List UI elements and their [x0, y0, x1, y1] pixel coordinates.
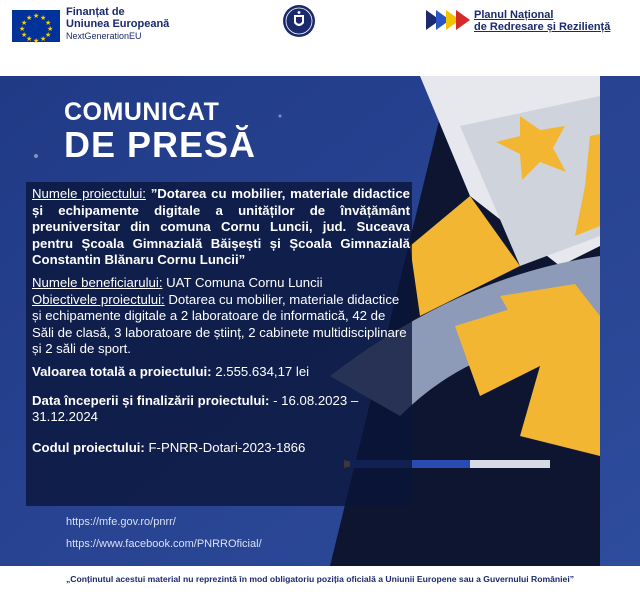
beneficiary-label: Numele beneficiarului: — [32, 274, 163, 290]
eu-flag-icon: ★ ★ ★ ★ ★ ★ ★ ★ ★ ★ ★ ★ — [12, 10, 60, 42]
mfe-link[interactable]: https://mfe.gov.ro/pnrr/ — [66, 516, 176, 528]
romanian-government-seal-icon — [282, 4, 316, 38]
progress-bar-grey — [470, 460, 550, 468]
code-label: Codul proiectului: — [32, 439, 145, 455]
footer — [0, 566, 640, 594]
pnrr-line-1: Planul Național — [474, 9, 554, 21]
eu-funding-text — [66, 6, 169, 42]
facebook-link[interactable]: https://www.facebook.com/PNRROficial/ — [66, 538, 262, 550]
project-name-value: ”Dotarea cu mobilier, materiale didactice și echipamente digitale a unităților de învățământ preuniversitar din comuna Cornu Luncii, jud. Suceava pentru Școala Gimnazială Băișești și Școala Gimnazială Constantin Blănaru Cornu Luncii” — [32, 186, 410, 268]
code-row — [32, 440, 410, 457]
disclaimer-text: „Conținutul acestui material nu reprezintă în mod obligatoriu poziția oficială a Uniunii Europene sau a Guvernului României” — [65, 574, 575, 584]
dates-value: - 16.08.2023 – 31.12.2024 — [32, 392, 359, 425]
project-name-label: Numele proiectului: — [32, 186, 146, 201]
eu-line-2: Uniunea Europeană — [66, 18, 170, 30]
objectives-value: Dotarea cu mobilier, materiale didactice și echipamente digitale a 2 laboratoare de informatică, 42 de Săli de clasă, 3 laboratoare de științ, 2 cabinete multidisciplinare și 2 săli de sport. — [32, 291, 407, 357]
eu-line-1: Finanțat de — [66, 6, 125, 18]
objectives-row — [32, 292, 410, 358]
dates-label: Data începerii și finalizării proiectului: — [32, 392, 270, 408]
page-title — [64, 100, 256, 163]
total-value-label: Valoarea totală a proiectului: — [32, 363, 212, 379]
pnrr-line-2: de Redresare și Reziliență — [474, 21, 611, 33]
beneficiary-row — [32, 275, 410, 292]
objectives-label: Obiectivele proiectului: — [32, 291, 165, 307]
pnrr-title — [474, 9, 610, 33]
eu-line-3: NextGenerationEU — [66, 31, 142, 41]
beneficiary-value: UAT Comuna Cornu Luncii — [166, 274, 323, 290]
project-name-row — [32, 186, 410, 269]
header — [0, 0, 640, 76]
title-line-1: COMUNICAT — [64, 98, 220, 126]
total-value-row — [32, 364, 410, 381]
title-line-2: DE PRESĂ — [64, 124, 257, 165]
dates-row — [32, 393, 410, 426]
pnrr-logo-icon — [426, 6, 470, 34]
project-info — [32, 186, 410, 456]
press-release-banner — [0, 76, 640, 566]
total-value-amount: 2.555.634,17 lei — [215, 363, 310, 379]
code-value: F-PNRR-Dotari-2023-1866 — [148, 439, 306, 455]
